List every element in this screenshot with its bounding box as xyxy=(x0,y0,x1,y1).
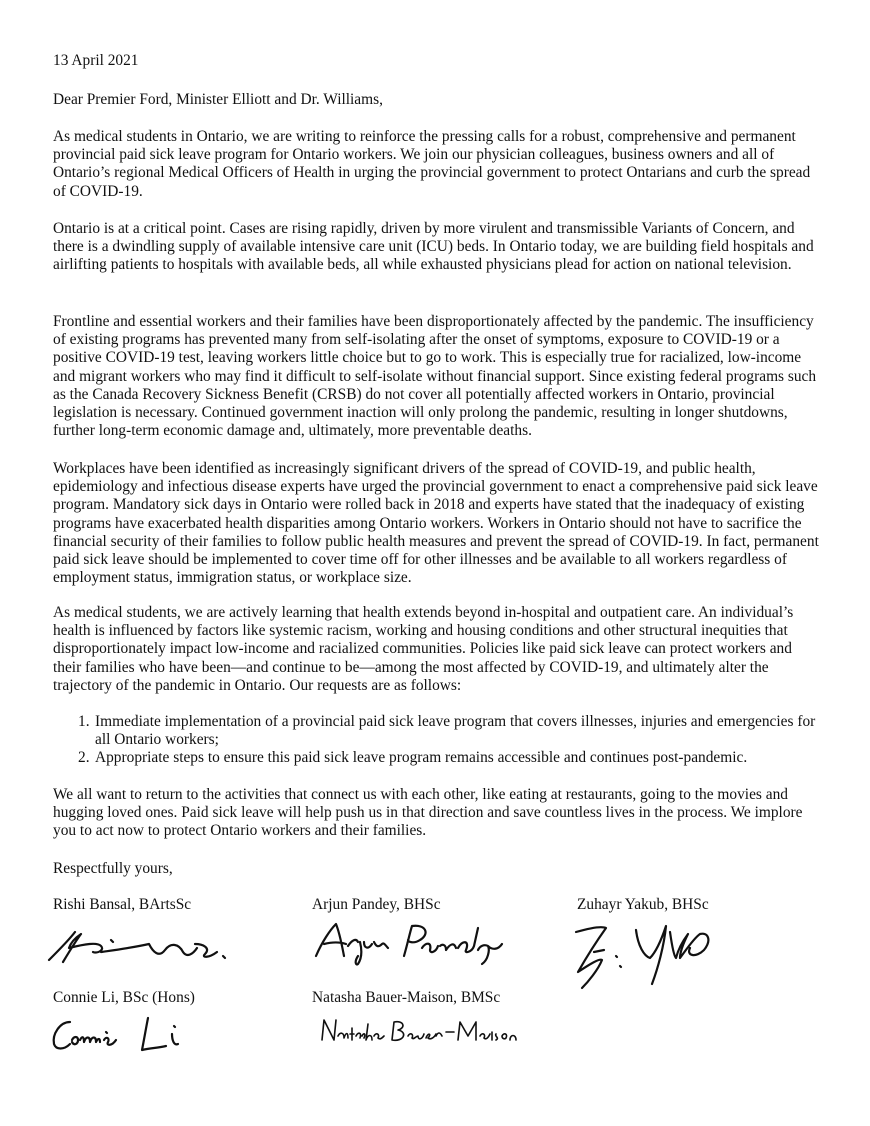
request-number: 2. xyxy=(78,749,90,767)
signature-connie-li xyxy=(48,1010,208,1055)
signatory-name-connie-li: Connie Li, BSc (Hons) xyxy=(53,989,195,1006)
requests-list xyxy=(53,713,821,768)
request-item xyxy=(53,749,821,767)
signatory-name-arjun-pandey: Arjun Pandey, BHSc xyxy=(312,896,441,913)
signatory-name-rishi-bansal: Rishi Bansal, BArtsSc xyxy=(53,896,192,913)
letter-date: 13 April 2021 xyxy=(53,52,139,69)
request-text: Appropriate steps to ensure this paid sick leave program remains accessible and continues post-pandemic. xyxy=(95,749,748,767)
signatory-name-zuhayr-yakub: Zuhayr Yakub, BHSc xyxy=(577,896,709,913)
body-paragraph-1: As medical students in Ontario, we are writing to reinforce the pressing calls for a robust, comprehensive and permanent provincial paid sick leave program for Ontario workers. We join our physician colleagues, business owners and all of Ontario’s regional Medical Officers of Health in urging the provincial government to protect Ontarians and curb the spread of COVID-19. xyxy=(53,128,811,200)
request-number: 1. xyxy=(78,713,90,730)
signature-natasha-bauer-maison xyxy=(318,1016,518,1048)
final-paragraph: We all want to return to the activities that connect us with each other, like eating at restaurants, going to the movies and hugging loved ones. Paid sick leave will help push us in that direction and save countless lives in the process. We implore you to act now to protect Ontario workers and their families. xyxy=(53,786,803,840)
signature-rishi-bansal xyxy=(45,922,235,967)
salutation: Dear Premier Ford, Minister Elliott and Dr. Williams, xyxy=(53,91,383,108)
signature-zuhayr-yakub xyxy=(566,912,726,990)
body-paragraph-5: As medical students, we are actively learning that health extends beyond in-hospital and outpatient care. An individual’s health is influenced by factors like systemic racism, working and housing conditions and other structural inequities that disproportionately impact low-income and racialized communities. Policies like paid sick leave can protect workers and their families who have been—and continue to be—among the most affected by COVID-19, and ultimately alter the trajectory of the pandemic in Ontario. Our requests are as follows: xyxy=(53,604,794,694)
body-paragraph-2: Ontario is at a critical point. Cases are rising rapidly, driven by more virulent and transmissible Variants of Concern, and there is a dwindling supply of available intensive care unit (ICU) beds. In Ontario today, we are building field hospitals and airlifting patients to hospitals with available beds, all while exhausted physicians plead for action on national television. xyxy=(53,220,814,274)
body-paragraph-4: Workplaces have been identified as increasingly significant drivers of the spread of COVID-19, and public health, epidemiology and infectious disease experts have urged the provincial government to enact a comprehensive paid sick leave program. Mandatory sick days in Ontario were rolled back in 2018 and experts have stated that the inadequacy of existing programs have exacerbated health disparities among Ontario workers. Workers in Ontario should not have to sacrifice the financial security of their families to follow public health measures and prevent the spread of COVID-19. In fact, permanent paid sick leave should be implemented to cover time off for other illnesses and be available to all workers regardless of employment status, immigration status, or workplace size. xyxy=(53,460,819,587)
request-text: Immediate implementation of a provincial paid sick leave program that covers illnesses, injuries and emergencies for all Ontario workers; xyxy=(95,713,816,749)
signature-arjun-pandey xyxy=(312,916,512,966)
closing: Respectfully yours, xyxy=(53,860,173,877)
body-paragraph-3: Frontline and essential workers and their families have been disproportionately affected by the pandemic. The insufficiency of existing programs has prevented many from self-isolating after the onset of symptoms, exposure to COVID-19 or a positive COVID-19 test, leaving workers little choice but to go to work. This is especially true for racialized, low-income and migrant workers who may find it difficult to self-isolate without financial support. Since existing federal programs such as the Canada Recovery Sickness Benefit (CRSB) do not cover all potentially affected workers in Ontario, provincial legislation is necessary. Continued government inaction will only prolong the pandemic, resulting in longer shutdowns, further long-term economic damage and, ultimately, more preventable deaths. xyxy=(53,313,817,440)
signatory-name-natasha-bauer-maison: Natasha Bauer-Maison, BMSc xyxy=(312,989,501,1006)
request-item xyxy=(53,713,821,749)
